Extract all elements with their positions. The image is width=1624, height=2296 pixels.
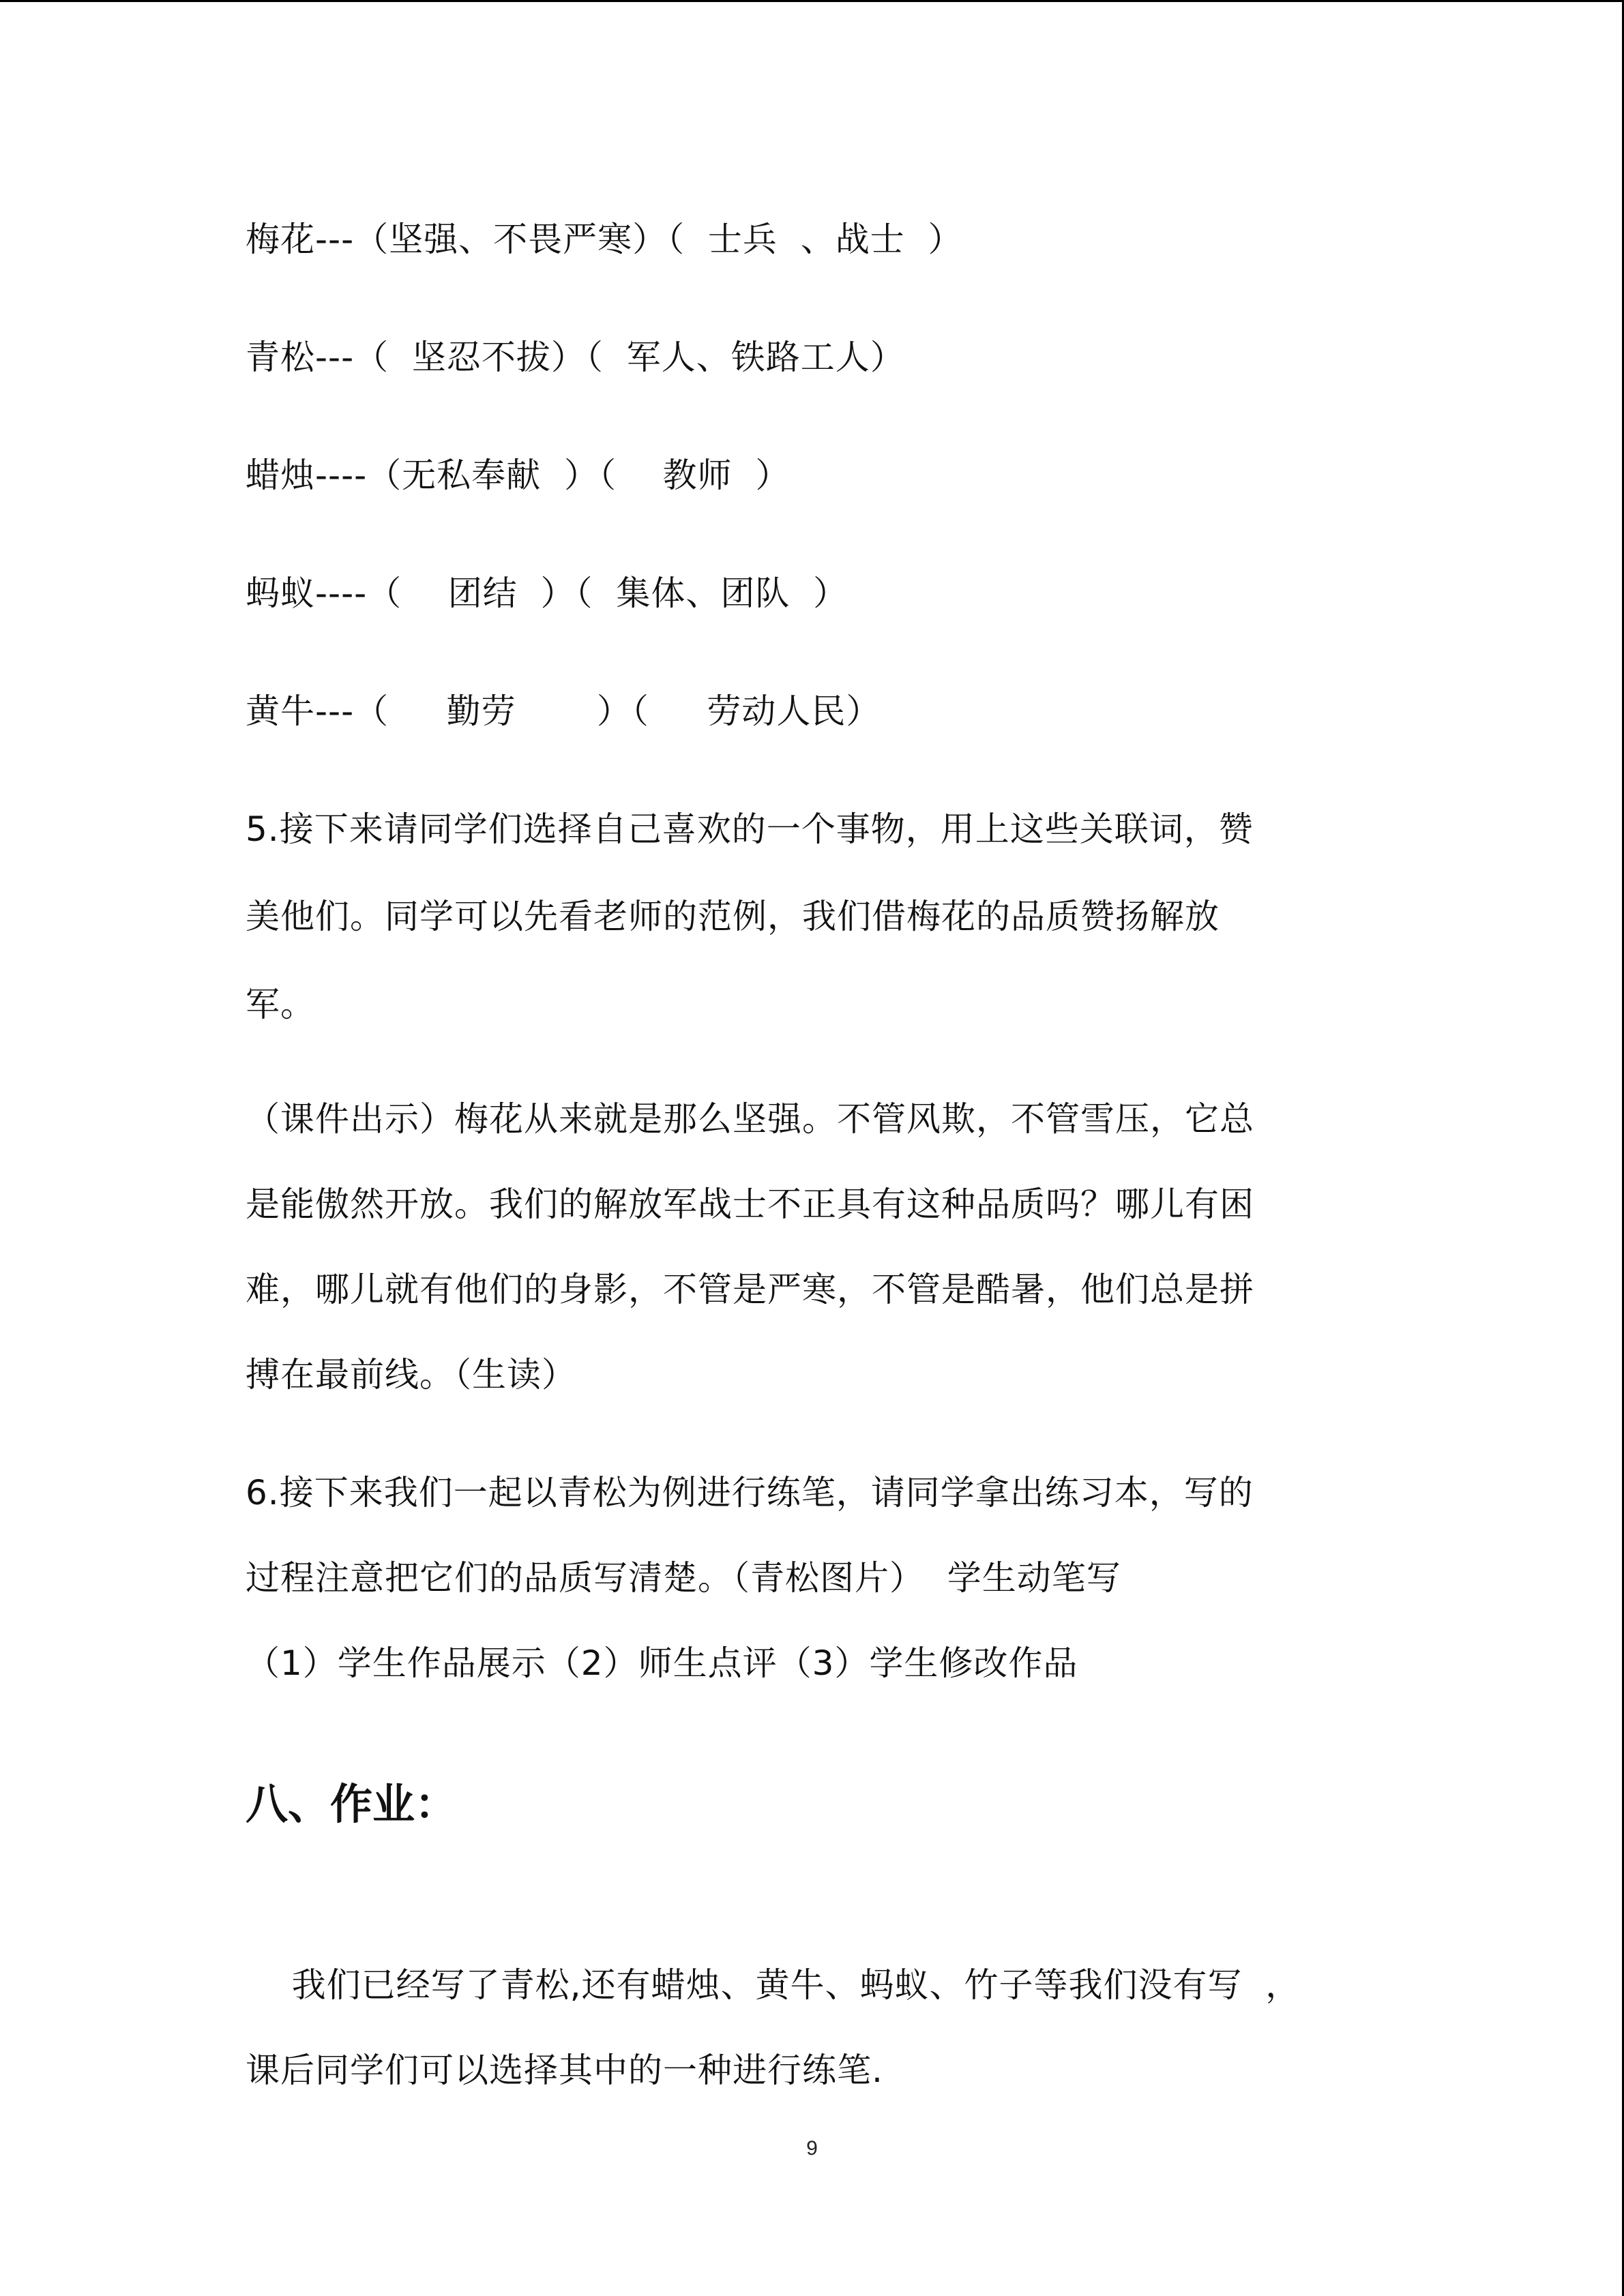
step6-line-1: 6.接下来我们一起以青松为例进行练笔，请同学拿出练习本，写的: [246, 1473, 1254, 1512]
example-line-4: 搏在最前线。（生读）: [246, 1355, 576, 1395]
example-line-2: 是能傲然开放。我们的解放军战士不正具有这种品质吗？哪儿有困: [246, 1184, 1254, 1224]
page-number: 9: [806, 2137, 818, 2160]
homework-line-2: 课后同学们可以选择其中的一种进行练笔.: [246, 2051, 883, 2090]
pair-line-ant: 蚂蚁----（ 团结 ）（ 集体、团队 ）: [246, 573, 848, 613]
section-title: 八、作业：: [246, 1779, 458, 1829]
step5-line-2: 美他们。同学可以先看老师的范例，我们借梅花的品质赞扬解放: [246, 897, 1220, 936]
pair-line-pine: 青松---（ 坚忍不拔）（ 军人、铁路工人）: [246, 338, 905, 377]
pair-line-candle: 蜡烛----（无私奉献 ）（ 教师 ）: [246, 456, 791, 495]
step5-line-1: 5.接下来请同学们选择自己喜欢的一个事物，用上这些关联词，赞: [246, 809, 1254, 849]
homework-line-1: 我们已经写了青松,还有蜡烛、黄牛、蚂蚁、竹子等我们没有写 ，: [246, 1965, 1301, 2005]
step5-line-3: 军。: [246, 985, 315, 1024]
step6-line-3: （1）学生作品展示（2）师生点评（3）学生修改作品: [246, 1643, 1078, 1683]
step6-line-2: 过程注意把它们的品质写清楚。（青松图片） 学生动笔写: [246, 1558, 1121, 1598]
pair-line-plum: 梅花---（坚强、不畏严寒）（ 士兵 、战士 ）: [246, 220, 963, 259]
example-line-1: （课件出示）梅花从来就是那么坚强。不管风欺，不管雪压，它总: [246, 1099, 1254, 1139]
pair-line-ox: 黄牛---（ 勤劳 ）（ 劳动人民）: [246, 691, 881, 731]
example-line-3: 难，哪儿就有他们的身影，不管是严寒，不管是酷暑，他们总是拼: [246, 1270, 1254, 1309]
